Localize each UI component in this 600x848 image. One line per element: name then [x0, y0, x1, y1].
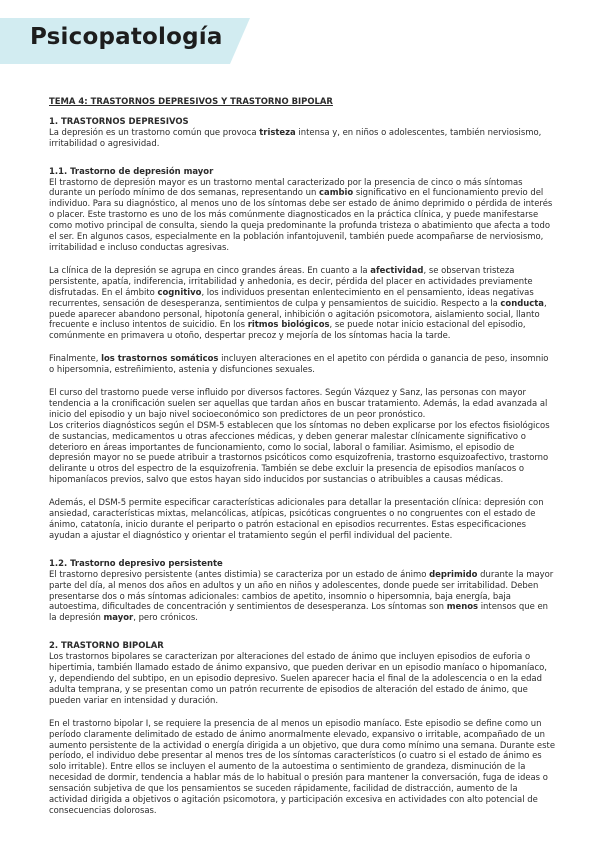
paragraph: La clínica de la depresión se agrupa en cinco grandes áreas. En cuanto a la afectividad, se observan tristeza persistente, apatía, indiferencia, irritabilidad y anhedonia, es decir, pérdida del placer en actividades previamente disfrutadas. En el ámbito cognitivo, los individuos presentan enlentecimiento en el pensamiento, ideas negativas recurrentes, sensación de desesperanza, sentimientos de culpa y pensamientos de suicidio. Respecto a la conducta, puede aparecer abandono personal, hipotonía general, inhibición o agitación psicomotora, aislamiento social, llanto frecuente e incluso intentos de suicidio. En los ritmos biológicos, se puede notar inicio estacional del episodio, comúnmente en primavera u otoño, despertar precoz y mejoría de los síntomas hacia la tarde. — [49, 264, 547, 341]
paragraph: Finalmente, los trastornos somáticos incluyen alteraciones en el apetito con pérdida o ganancia de peso, insomnio o hipersomnia, estreñimiento, astenia y disfunciones sexuales. — [49, 353, 549, 375]
paragraph: El trastorno de depresión mayor es un trastorno mental caracterizado por la presencia de cinco o más síntomas durante un período mínimo de dos semanas, representando un cambio significativo en el funcionamiento previo del individuo. Para su diagnóstico, al menos uno de los síntomas debe ser estado de ánimo deprimido o pérdida de interés o placer. Este trastorno es uno de los más comúnmente diagnosticados en la práctica clínica, y puede manifestarse como motivo principal de consulta, siendo la queja predominante la profunda tristeza o abatimiento que afecta a todo el ser. En algunos casos, especialmente en la población infantojuvenil, también puede acompañarse de nerviosismo, irritabilidad e incluso conductas agresivas. — [49, 176, 553, 252]
paragraph: Los trastornos bipolares se caracterizan por alteraciones del estado de ánimo que incluyen episodios de euforia o hipertimia, también llamado estado de ánimo expansivo, que pueden derivar en un episodio maníaco o hipomaníaco, y, dependiendo del subtipo, en un episodio depresivo. Suelen aparecer hacia el final de la adolescencia o en la edad adulta temprana, y se presentan como un patrón recurrente de episodios de alteración del estado de ánimo, que pueden variar en intensidad y duración. — [49, 651, 547, 705]
section-heading: 1.1. Trastorno de depresión mayor — [49, 165, 214, 176]
paragraph: El trastorno depresivo persistente (antes distimia) se caracteriza por un estado de ánimo deprimido durante la mayor parte del día, al menos dos años en adultos y un año en niños y adolescentes, donde puede ser irritabilidad. Deben presentarse dos o más síntomas adicionales: cambios de apetito, insomnio o hipersomnia, baja energía, baja autoestima, dificultades de concentración y sentimientos de desesperanza. Los síntomas son menos intensos que en la depresión mayor, pero crónicos. — [49, 568, 554, 623]
paragraph: La depresión es un trastorno común que provoca tristeza intensa y, en niños o adolescentes, también nerviosismo, irritabilidad o agresividad. — [49, 126, 542, 148]
page-header — [0, 18, 600, 64]
document-body — [49, 96, 556, 816]
section-heading: 1.2. Trastorno depresivo persistente — [49, 557, 223, 568]
paragraph: El curso del trastorno puede verse influido por diversos factores. Según Vázquez y Sanz, las personas con mayor tendencia a la cronificación suelen ser aquellas que tardan años en buscar tratamiento. Además, la edad avanzada al inicio del episodio y un bajo nivel socioeconómico son predictores de un peor pronóstico. — [49, 387, 548, 419]
section-heading: 1. TRASTORNOS DEPRESIVOS — [49, 115, 189, 126]
document-title: TEMA 4: TRASTORNOS DEPRESIVOS Y TRASTORNO BIPOLAR — [49, 96, 333, 106]
section-heading: 2. TRASTORNO BIPOLAR — [49, 640, 164, 651]
paragraph: Los criterios diagnósticos según el DSM-5 establecen que los síntomas no deben explicarse por los efectos fisiológicos de sustancias, medicamentos u otras afecciones médicas, y deben generar malestar clínicamente significativo o deterioro en áreas importantes de funcionamiento, como lo social, laboral o familiar. Asimismo, el episodio de depresión mayor no se puede atribuir a trastornos psicóticos como esquizofrenia, trastorno esquizoafectivo, trastorno delirante u otros del espectro de la esquizofrenia. También se debe excluir la presencia de episodios maníacos o hipomaníacos previos, salvo que estos hayan sido inducidos por sustancias o atribuibles a causas médicas. — [49, 419, 550, 485]
header-title: Psicopatología — [30, 24, 223, 50]
paragraph: En el trastorno bipolar I, se requiere la presencia de al menos un episodio maníaco. Este episodio se define como un período claramente delimitado de estado de ánimo anormalmente elevado, expansivo o irritable, acompañado de un aumento persistente de la actividad o energía dirigida a un objetivo, que dura como mínimo una semana. Durante este período, el individuo debe presentar al menos tres de los síntomas característicos (o cuatro si el estado de ánimo es solo irritable). Entre ellos se incluyen el aumento de la autoestima o sentimiento de grandeza, disminución de la necesidad de dormir, tendencia a hablar más de lo habitual o presión para mantener la conversación, fuga de ideas o sensación subjetiva de que los pensamientos se suceden rápidamente, facilidad de distracción, aumento de la actividad dirigida a objetivos o agitación psicomotora, y participación excesiva en actividades con alto potencial de consecuencias dolorosas. — [49, 717, 556, 815]
paragraph: Además, el DSM-5 permite especificar características adicionales para detallar la presentación clínica: depresión con ansiedad, características mixtas, melancólicas, atípicas, psicóticas congruentes o no congruentes con el estado de ánimo, catatonía, inicio durante el periparto o patrón estacional en episodios recurrentes. Estas especificaciones ayudan a ajustar el diagnóstico y orientar el tratamiento según el perfil individual del paciente. — [49, 497, 544, 540]
